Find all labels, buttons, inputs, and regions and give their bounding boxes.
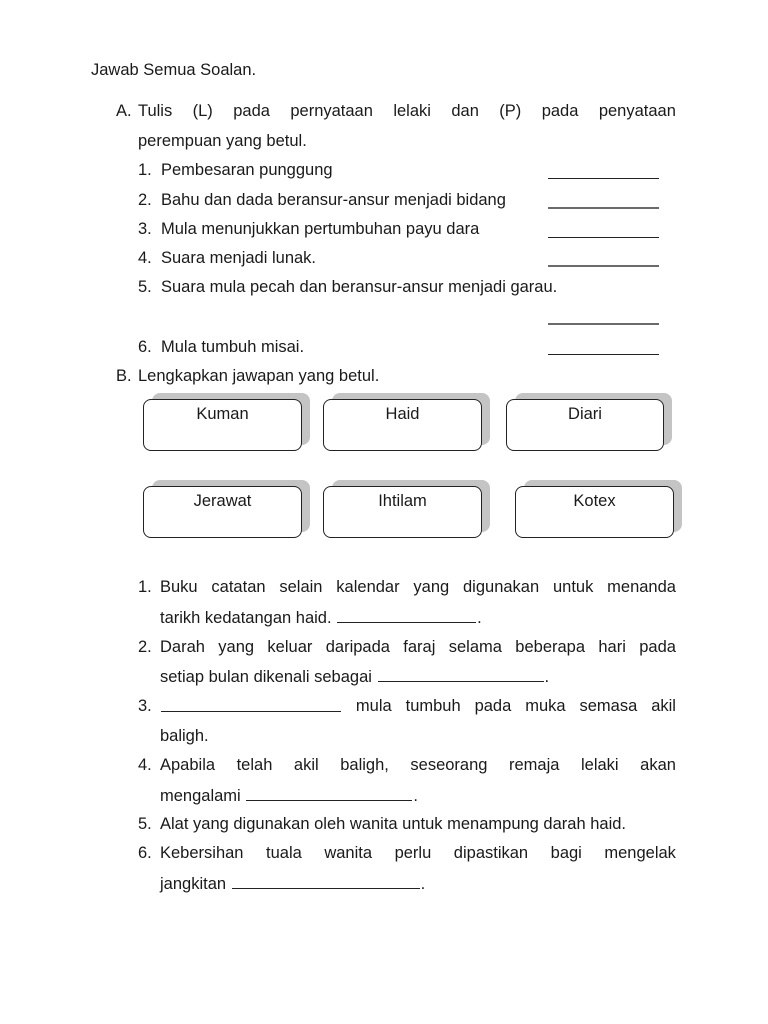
word: bagi [550, 844, 582, 862]
word: tumbuh [405, 697, 461, 715]
word: hari [598, 638, 626, 656]
word: digunakan [463, 578, 540, 596]
answer-blank[interactable] [548, 237, 659, 238]
word-box-label: Ihtilam [323, 486, 482, 538]
item-number: 3. [138, 220, 152, 238]
answer-blank[interactable] [548, 265, 659, 267]
word: akan [640, 756, 676, 774]
word: semasa [579, 697, 638, 715]
word-box-label: Kuman [143, 399, 302, 451]
item-number: 3. [138, 697, 152, 715]
word: Darah [160, 638, 205, 656]
word: tuala [266, 844, 302, 862]
word: penyataan [598, 102, 676, 120]
item-line2 [160, 667, 549, 687]
word: dipastikan [453, 844, 529, 862]
word: untuk [552, 578, 594, 596]
word-box-label: Jerawat [143, 486, 302, 538]
word: pada [639, 638, 676, 656]
answer-blank[interactable] [337, 608, 476, 623]
item-text: mengalami [160, 787, 241, 805]
word: Kebersihan [160, 844, 244, 862]
word: mula [355, 697, 392, 715]
answer-blank[interactable] [378, 667, 544, 682]
item-text: Alat yang digunakan oleh wanita untuk menampung darah haid. [160, 815, 626, 833]
section-a-letter: A. [116, 102, 132, 120]
word: wanita [324, 844, 373, 862]
item-number: 1. [138, 578, 152, 596]
item-text: Suara mula pecah dan beransur-ansur menjadi garau. [161, 278, 558, 296]
word: lelaki [393, 102, 431, 120]
item-line1 [160, 844, 676, 863]
word: catatan [211, 578, 266, 596]
item-text: Pembesaran punggung [161, 161, 333, 179]
word: menanda [607, 578, 676, 596]
answer-blank[interactable] [548, 354, 659, 355]
item-line1 [160, 578, 676, 597]
word: remaja [509, 756, 560, 774]
item-text: Mula menunjukkan pertumbuhan payu dara [161, 220, 480, 238]
item-text: setiap bulan dikenali sebagai [160, 668, 372, 686]
word: kalendar [336, 578, 400, 596]
word: daripada [325, 638, 390, 656]
item-number: 4. [138, 249, 152, 267]
item-line1 [160, 697, 676, 716]
word: selama [448, 638, 502, 656]
item-number: 5. [138, 815, 152, 833]
answer-blank[interactable] [246, 786, 412, 801]
word: (P) [499, 102, 522, 120]
word: akil [293, 756, 319, 774]
item-text: Suara menjadi lunak. [161, 249, 317, 267]
word: Apabila [160, 756, 216, 774]
item-line2 [160, 786, 418, 806]
instruction-heading: Jawab Semua Soalan. [91, 61, 257, 79]
answer-blank[interactable] [548, 207, 659, 209]
section-a-prompt-line2: perempuan yang betul. [138, 132, 307, 150]
word: mengelak [604, 844, 676, 862]
word: pernyataan [290, 102, 373, 120]
answer-blank[interactable] [548, 178, 659, 179]
word: lelaki [581, 756, 619, 774]
item-text: Mula tumbuh misai. [161, 338, 305, 356]
word-box-label: Haid [323, 399, 482, 451]
item-line1 [160, 756, 676, 775]
word: faraj [403, 638, 436, 656]
period: . [413, 787, 418, 805]
section-a-prompt-line1 [138, 102, 676, 121]
period: . [477, 609, 482, 627]
item-number: 6. [138, 338, 152, 356]
item-number: 2. [138, 191, 152, 209]
word: keluar [267, 638, 313, 656]
word: pada [233, 102, 270, 120]
word: pada [541, 102, 579, 120]
item-number: 2. [138, 638, 152, 656]
item-text: jangkitan [160, 875, 227, 893]
item-line2: baligh. [160, 727, 209, 745]
word: pada [474, 697, 512, 715]
word: baligh, [340, 756, 389, 774]
word: Tulis [138, 102, 173, 120]
word: muka [525, 697, 566, 715]
word: (L) [192, 102, 213, 120]
item-text: Bahu dan dada beransur-ansur menjadi bidang [161, 191, 506, 209]
period: . [420, 875, 426, 893]
word-box-label: Kotex [515, 486, 674, 538]
item-line2 [160, 608, 482, 628]
item-number: 6. [138, 844, 152, 862]
word: telah [236, 756, 273, 774]
period: . [544, 668, 550, 686]
word: akil [651, 697, 676, 715]
item-line2 [160, 874, 425, 894]
word: perlu [394, 844, 432, 862]
item-number: 1. [138, 161, 152, 179]
word: seseorang [410, 756, 488, 774]
word: yang [218, 638, 255, 656]
answer-blank[interactable] [232, 874, 420, 889]
item-line1 [160, 638, 676, 657]
item-number: 5. [138, 278, 152, 296]
word: beberapa [515, 638, 586, 656]
answer-blank[interactable] [161, 697, 341, 712]
section-b-letter: B. [116, 367, 132, 385]
answer-blank[interactable] [548, 323, 659, 325]
word-box-label: Diari [506, 399, 664, 451]
section-b-prompt: Lengkapkan jawapan yang betul. [138, 367, 380, 385]
item-number: 4. [138, 756, 152, 774]
item-text: tarikh kedatangan haid. [160, 609, 332, 627]
word: selain [279, 578, 323, 596]
word: dan [451, 102, 479, 120]
word: Buku [160, 578, 198, 596]
word: yang [413, 578, 450, 596]
